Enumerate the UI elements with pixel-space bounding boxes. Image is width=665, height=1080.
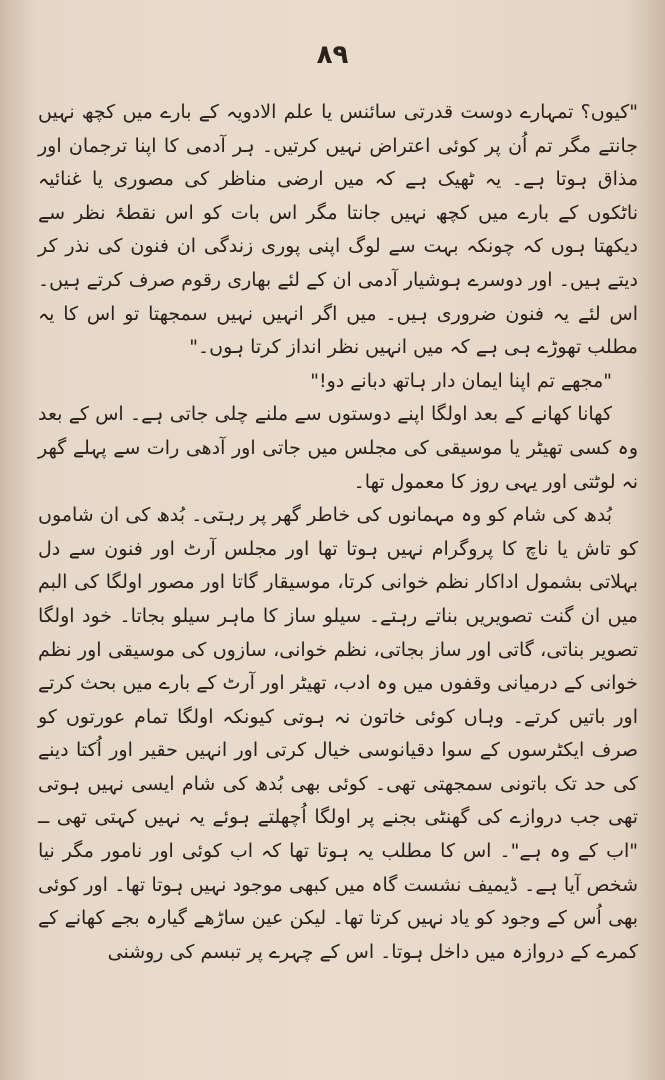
- paragraph-quote: "مجھے تم اپنا ایمان دار ہاتھ دبانے دو!": [310, 369, 612, 392]
- paragraph-routine: کھانا کھانے کے بعد اولگا اپنے دوستوں سے ملنے چلی جاتی ہے۔ اس کے بعد وہ کسی تھیٹر یا موسیقی کی مجلس میں جاتی اور آدھی رات سے پہلے گھر نہ لوٹتی اور یہی روز کا معمول تھا۔: [38, 403, 638, 493]
- body-text: [38, 96, 638, 969]
- paragraph-dialogue: "کیوں؟ تمہارے دوست قدرتی سائنس یا علم الادویہ کے بارے میں کچھ نہیں جانتے مگر تم اُن پر کوئی اعتراض نہیں کرتیں۔ ہر آدمی کا اپنا ترجمان اور مذاق ہوتا ہے۔ یہ ٹھیک ہے کہ میں ارضی مناظر کی مصوری یا غنائیہ ناٹکوں کے بارے میں کچھ نہیں جانتا مگر اس بات کو اس نقطۂ نظر سے دیکھتا ہوں کہ چونکہ بہت سے لوگ اپنی پوری زندگی ان فنون کی نذر کر دیتے ہیں۔ اور دوسرے ہوشیار آدمی ان کے لئے بھاری رقوم صرف کرتے ہیں۔ اس لئے یہ فنون ضروری ہیں۔ میں اگر انہیں نہیں سمجھتا تو اس کا یہ مطلب تھوڑے ہی ہے کہ میں انہیں نظر انداز کرتا ہوں۔": [38, 101, 638, 359]
- paragraph-wednesday: بُدھ کی شام کو وہ مہمانوں کی خاطر گھر پر رہتی۔ بُدھ کی ان شاموں کو تاش یا ناچ کا پروگرام نہیں ہوتا تھا اور مجلس آرٹ اور فنون سے دل بہلاتی بشمول اداکار نظم خوانی کرتا، موسیقار گاتا اور مصور اولگا کی البم میں ان گنت تصویریں بناتے رہتے۔ سیلو ساز کا ماہر سیلو بجاتا۔ خود اولگا تصویر بناتی، گاتی اور ساز بجاتی، نظم خوانی، سازوں کی موسیقی اور نظم خوانی کے درمیانی وقفوں میں وہ ادب، تھیٹر اور آرٹ کے بارے میں بحث کرتے اور باتیں کرتے۔ وہاں کوئی خاتون نہ ہوتی کیونکہ اولگا تمام عورتوں کو صرف ایکٹرسوں کے سوا دقیانوسی خیال کرتی اور انہیں حقیر اور اُکتا دینے کی حد تک باتونی سمجھتی تھی۔ کوئی بھی بُدھ کی شام ایسی نہیں ہوتی تھی جب دروازے کی گھنٹی بجنے پر اولگا اُچھلتے ہوئے یہ نہیں کہتی تھی ــ "اب کے وہ ہے"۔ اس کا مطلب یہ ہوتا تھا کہ اب کوئی اور نامور مگر نیا شخص آیا ہے۔ ڈیمیف نشست گاہ میں کبھی موجود نہیں ہوتا تھا۔ اور کوئی بھی اُس کے وجود کو یاد نہیں کرتا تھا۔ لیکن عین ساڑھے گیارہ بجے کھانے کے کمرے کے دروازہ میں داخل ہوتا۔ اس کے چہرے پر تبسم کی روشنی: [38, 504, 638, 963]
- page-number: ۸۹: [316, 40, 349, 70]
